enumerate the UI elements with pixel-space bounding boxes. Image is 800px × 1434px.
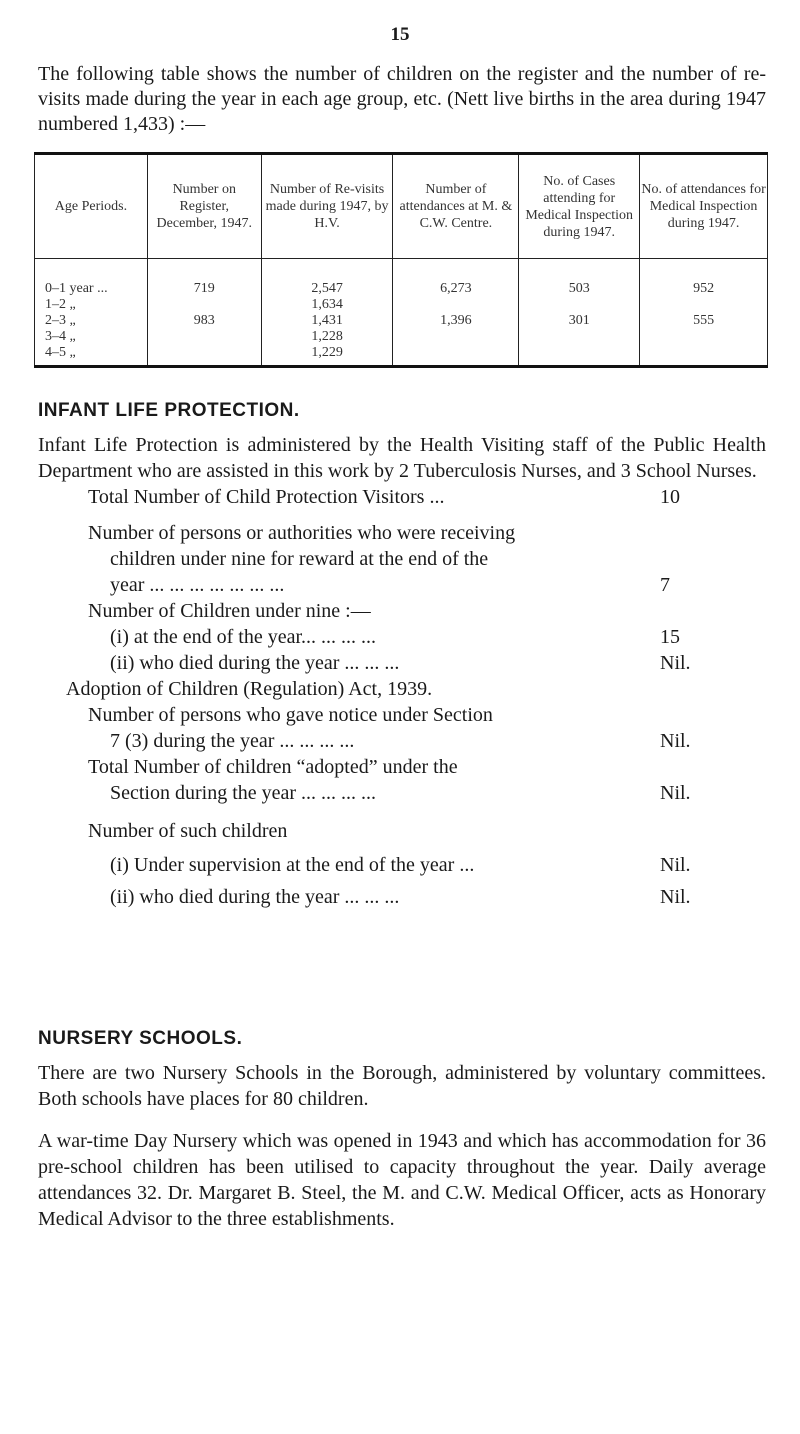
infant-life-heading: INFANT LIFE PROTECTION. bbox=[38, 400, 300, 421]
revisits-4-5: 1,229 bbox=[311, 345, 343, 360]
header-revisits: Number of Re-visits made during 1947, by H.V. bbox=[261, 154, 393, 259]
list-item bbox=[110, 728, 691, 754]
entry-label: (i) Under supervision at the end of the year ... bbox=[110, 854, 475, 876]
header-age-periods: Age Periods. bbox=[35, 154, 148, 259]
entry-value: Nil. bbox=[660, 730, 691, 752]
centre-attendances-cell bbox=[393, 259, 519, 367]
register-cell bbox=[147, 259, 261, 367]
age-1-2: 1–2 „ bbox=[45, 297, 76, 312]
intro-paragraph bbox=[38, 62, 766, 137]
nursery-heading: NURSERY SCHOOLS. bbox=[38, 1028, 243, 1049]
list-item bbox=[110, 624, 680, 650]
revisits-2-3: 1,431 bbox=[311, 313, 343, 328]
cases-toddler: 301 bbox=[568, 313, 590, 328]
age-periods-cell bbox=[35, 259, 148, 367]
header-register: Number on Register, December, 1947. bbox=[147, 154, 261, 259]
register-infant: 719 bbox=[193, 281, 215, 296]
list-item bbox=[110, 650, 691, 676]
entry-value: Nil. bbox=[660, 652, 691, 674]
list-item bbox=[88, 754, 458, 780]
cases-infant: 503 bbox=[568, 281, 590, 296]
cases-medical-cell bbox=[519, 259, 640, 367]
intro-text: The following table shows the number of children on the register and the number of re-visits made during the year in each age group, etc. (Nett live births in the area during 1947 numbered 1,433) :— bbox=[38, 63, 766, 135]
entry-value: Nil. bbox=[660, 782, 691, 804]
entry-label: Number of persons or authorities who were receiving bbox=[88, 522, 516, 544]
entry-value: 10 bbox=[660, 486, 680, 508]
entry-label: year ... ... ... ... ... ... ... bbox=[110, 574, 285, 596]
entry-label: (ii) who died during the year ... ... ... bbox=[110, 652, 400, 674]
revisits-3-4: 1,228 bbox=[311, 329, 343, 344]
attendances-toddler: 555 bbox=[693, 313, 715, 328]
nursery-paragraph-2: A war-time Day Nursery which was opened in 1943 and which has accommodation for 36 pre-school children has been utilised to capacity throughout the year. Daily average attendances 32. Dr. Margaret B. Steel, the M. and C.W. Medical Officer, acts as Honorary Medical Advisor to the three establishments. bbox=[38, 1130, 766, 1230]
entry-label: (ii) who died during the year ... ... ... bbox=[110, 886, 400, 908]
revisits-cell bbox=[261, 259, 393, 367]
entry-label: (i) at the end of the year... ... ... ... bbox=[110, 626, 377, 648]
age-2-3: 2–3 „ bbox=[45, 313, 76, 328]
list-item bbox=[88, 598, 371, 624]
nursery-paragraph-1: There are two Nursery Schools in the Borough, administered by voluntary committees. Both schools have places for 80 children. bbox=[38, 1062, 766, 1110]
revisits-0-1: 2,547 bbox=[311, 281, 343, 296]
infant-life-paragraph: Infant Life Protection is administered by the Health Visiting staff of the Public Health Department who are assisted in this work by 2 Tuberculosis Nurses, and 3 School Nurses. bbox=[38, 434, 766, 482]
entry-label: Total Number of Child Protection Visitors ... bbox=[88, 486, 445, 508]
entry-label: Section during the year ... ... ... ... bbox=[110, 782, 377, 804]
attendances-medical-cell bbox=[640, 259, 768, 367]
list-item bbox=[110, 852, 691, 878]
table-row bbox=[35, 259, 768, 367]
stats-table bbox=[34, 152, 768, 368]
centre-infant: 6,273 bbox=[440, 281, 472, 296]
entry-label: Adoption of Children (Regulation) Act, 1939. bbox=[66, 678, 433, 700]
list-item bbox=[110, 546, 488, 572]
entry-label: Number of persons who gave notice under Section bbox=[88, 704, 493, 726]
list-item bbox=[88, 702, 493, 728]
list-item bbox=[88, 818, 287, 844]
list-item bbox=[88, 484, 680, 510]
list-item bbox=[88, 520, 515, 546]
age-3-4: 3–4 „ bbox=[45, 329, 76, 344]
entry-value: Nil. bbox=[660, 854, 691, 876]
register-table bbox=[34, 152, 768, 368]
entry-label: 7 (3) during the year ... ... ... ... bbox=[110, 730, 355, 752]
header-attendances-medical: No. of attendances for Medical Inspection during 1947. bbox=[640, 154, 768, 259]
table-header-row bbox=[35, 154, 768, 259]
entry-label: Total Number of children “adopted” under the bbox=[88, 756, 458, 778]
register-toddler: 983 bbox=[193, 313, 215, 328]
age-4-5: 4–5 „ bbox=[45, 345, 76, 360]
list-item bbox=[110, 884, 691, 910]
list-item bbox=[110, 572, 670, 598]
entry-value: Nil. bbox=[660, 886, 691, 908]
entry-label: Number of such children bbox=[88, 820, 288, 842]
entry-value: 7 bbox=[660, 574, 670, 596]
entry-label: children under nine for reward at the end of the bbox=[110, 548, 489, 570]
entry-value: 15 bbox=[660, 626, 680, 648]
header-cases-medical: No. of Cases attending for Medical Inspection during 1947. bbox=[519, 154, 640, 259]
centre-toddler: 1,396 bbox=[440, 313, 472, 328]
attendances-infant: 952 bbox=[693, 281, 715, 296]
revisits-1-2: 1,634 bbox=[311, 297, 343, 312]
age-0-1: 0–1 year ... bbox=[45, 281, 108, 296]
page-number: 15 bbox=[390, 24, 410, 45]
list-item bbox=[110, 780, 691, 806]
list-item bbox=[66, 676, 432, 702]
header-centre-attendances: Number of attendances at M. & C.W. Centre. bbox=[393, 154, 519, 259]
entry-label: Number of Children under nine :— bbox=[88, 600, 371, 622]
